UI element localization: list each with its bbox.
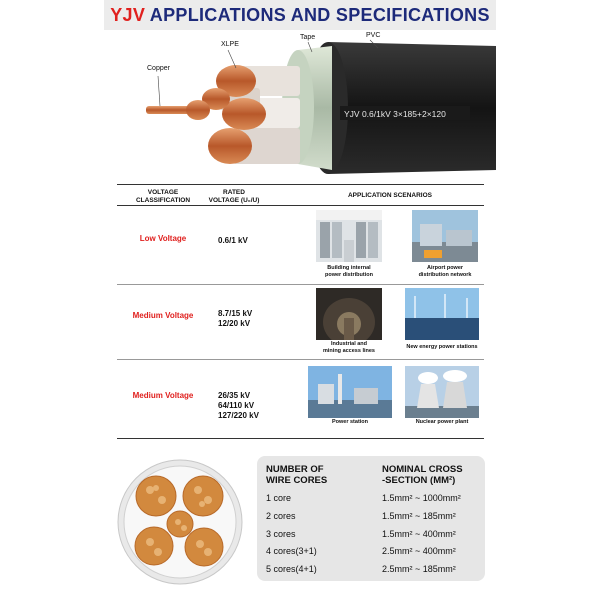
building-distribution-photo bbox=[316, 210, 382, 262]
cable-cutaway-image bbox=[108, 28, 498, 178]
specs-row1-cores: 1 core bbox=[266, 493, 292, 503]
row1-voltage-class: Low Voltage bbox=[139, 234, 187, 243]
table-header-rule bbox=[117, 205, 484, 206]
row2-app2-caption: New energy power stations bbox=[406, 344, 478, 350]
title-brand: YJV bbox=[110, 5, 146, 25]
row3-rated: 26/35 kV 64/110 kV 127/220 kV bbox=[218, 391, 259, 420]
airport-distribution-photo bbox=[412, 210, 478, 262]
specs-row3-cores: 3 cores bbox=[266, 529, 296, 539]
specs-row5-section: 2.5mm² ~ 185mm² bbox=[382, 564, 456, 574]
row2-voltage-class: Medium Voltage bbox=[132, 311, 194, 320]
header-rated-voltage: RATED VOLTAGE (U₀/U) bbox=[208, 189, 260, 204]
nuclear-plant-photo bbox=[405, 366, 479, 418]
label-pvc: PVC bbox=[366, 32, 381, 39]
row1-app2-caption: Airport power distribution network bbox=[418, 265, 472, 278]
specs-row5-cores: 5 cores(4+1) bbox=[266, 564, 317, 574]
title-text: APPLICATIONS AND SPECIFICATIONS bbox=[149, 5, 490, 25]
row1-rule bbox=[117, 284, 484, 285]
row2-rated: 8.7/15 kV 12/20 kV bbox=[218, 309, 253, 328]
specs-header-cores: NUMBER OF WIRE CORES bbox=[266, 464, 328, 486]
specs-header-section: NOMINAL CROSS -SECTION (MM²) bbox=[382, 464, 463, 486]
specs-row1-section: 1.5mm² ~ 1000mm² bbox=[382, 493, 461, 503]
specs-row4-section: 2.5mm² ~ 400mm² bbox=[382, 546, 456, 556]
row3-voltage-class: Medium Voltage bbox=[132, 391, 194, 400]
new-energy-photo bbox=[405, 288, 479, 340]
header-scenarios: APPLICATION SCENARIOS bbox=[347, 192, 433, 199]
row1-rated: 0.6/1 kV bbox=[218, 236, 248, 245]
row1-app1-caption: Building internal power distribution bbox=[325, 265, 373, 278]
copper-strands bbox=[146, 65, 266, 164]
power-station-photo bbox=[308, 366, 392, 418]
label-copper: Copper bbox=[147, 65, 170, 72]
specs-row3-section: 1.5mm² ~ 400mm² bbox=[382, 529, 456, 539]
specs-row2-section: 1.5mm² ~ 185mm² bbox=[382, 511, 456, 521]
cable-print-text: YJV 0.6/1kV 3×185+2×120 bbox=[344, 109, 446, 119]
specs-row2-cores: 2 cores bbox=[266, 511, 296, 521]
table-top-rule bbox=[117, 184, 484, 185]
label-tape: Tape bbox=[300, 34, 316, 41]
row2-app1-caption: Industrial and mining access lines bbox=[323, 341, 375, 354]
table-bottom-rule bbox=[117, 438, 484, 439]
mining-lines-photo bbox=[316, 288, 382, 340]
label-xlpe: XLPE bbox=[221, 41, 239, 48]
row3-app2-caption: Nuclear power plant bbox=[415, 419, 469, 425]
row3-app1-caption: Power station bbox=[331, 419, 369, 425]
cable-cross-section-image bbox=[116, 458, 244, 586]
header-voltage-class: VOLTAGE CLASSIFICATION bbox=[135, 189, 191, 204]
row2-rule bbox=[117, 359, 484, 360]
specs-row4-cores: 4 cores(3+1) bbox=[266, 546, 317, 556]
page-title bbox=[104, 0, 496, 30]
